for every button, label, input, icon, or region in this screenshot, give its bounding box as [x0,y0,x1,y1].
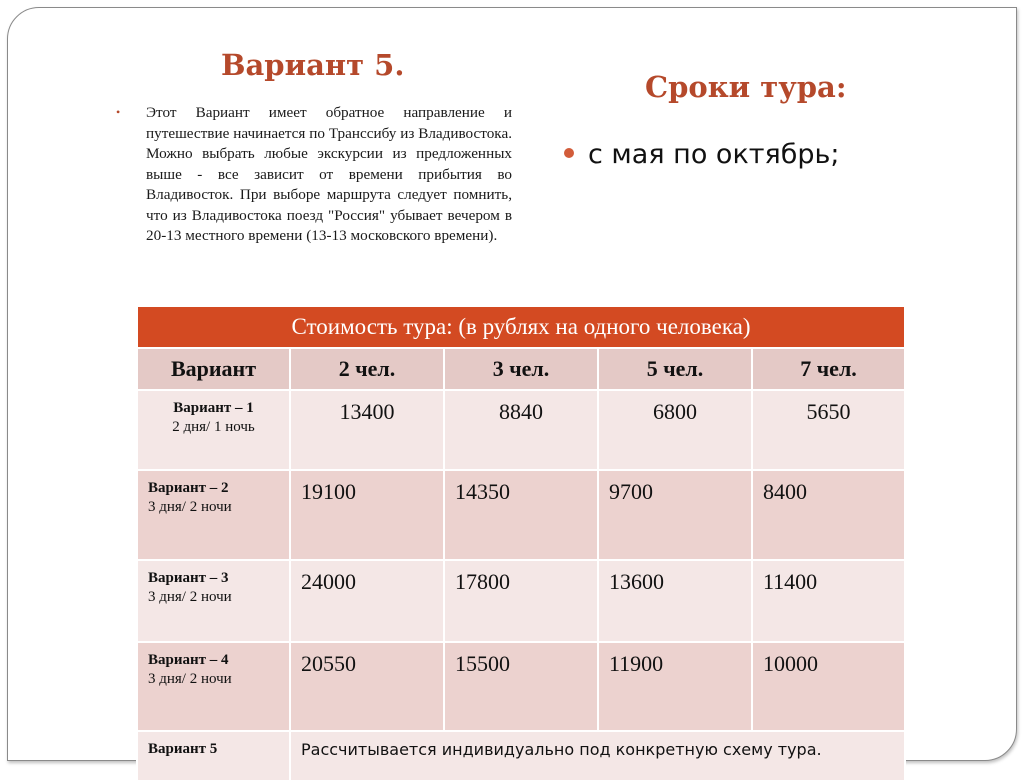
table-row [137,642,905,731]
row-label-cell [137,560,290,642]
row-label-cell [137,390,290,470]
column-header-3-persons: 3 чел. [444,348,598,390]
column-header-2-persons: 2 чел. [290,348,444,390]
price-cell: 17800 [444,560,598,642]
price-cell: 11900 [598,642,752,731]
price-cell: 8400 [752,470,905,560]
row-duration: 3 дня/ 2 ночи [148,589,232,605]
row-label: Вариант – 3 [148,570,229,586]
row-label-cell [137,642,290,731]
price-cell: 13600 [598,560,752,642]
price-cell: 11400 [752,560,905,642]
table-row [137,390,905,470]
price-cell: 13400 [290,390,444,470]
row-duration: 3 дня/ 2 ночи [148,671,232,687]
row-label: Вариант – 4 [148,652,229,668]
price-cell: 20550 [290,642,444,731]
bullet-dot-icon [564,148,574,158]
column-header-7-persons: 7 чел. [752,348,905,390]
row-label-cell [137,731,290,781]
price-cell: 6800 [598,390,752,470]
table-header-row [137,348,905,390]
column-header-5-persons: 5 чел. [598,348,752,390]
row-label-cell [137,470,290,560]
tour-dates-item [564,139,840,170]
individual-pricing-note: Рассчитывается индивидуально под конкретную схему тура. [290,731,905,781]
price-cell: 8840 [444,390,598,470]
row-label: Вариант – 1 [173,400,254,416]
row-duration: 3 дня/ 2 ночи [148,499,232,515]
price-cell: 14350 [444,470,598,560]
price-cell: 19100 [290,470,444,560]
price-cell: 24000 [290,560,444,642]
price-cell: 10000 [752,642,905,731]
price-table [136,305,906,782]
price-cell: 9700 [598,470,752,560]
variant-title: Вариант 5. [221,48,405,82]
table-row [137,731,905,781]
row-label: Вариант – 2 [148,480,229,496]
tour-dates-text: с мая по октябрь; [588,139,840,170]
description-text: Этот Вариант имеет обратное направление и путешествие начинается по Транссибу из Владивостока. Можно выбрать любые экскурсии из предложенных выше - все зависит от времени прибытия во Владивосток. При выборе маршрута следует помнить, что из Владивостока поезд "Россия" убывает вечером в 20-13 местного времени (13-13 московского времени). [146,104,512,244]
row-duration: 2 дня/ 1 ночь [172,419,255,435]
table-caption: Стоимость тура: (в рублях на одного человека) [137,306,905,348]
price-cell: 15500 [444,642,598,731]
table-row [137,560,905,642]
row-label: Вариант 5 [148,741,218,757]
description-text-block [116,103,512,247]
table-row [137,470,905,560]
column-header-variant: Вариант [137,348,290,390]
price-cell: 5650 [752,390,905,470]
bullet-icon: • [116,105,121,119]
tour-dates-title: Сроки тура: [645,70,847,104]
